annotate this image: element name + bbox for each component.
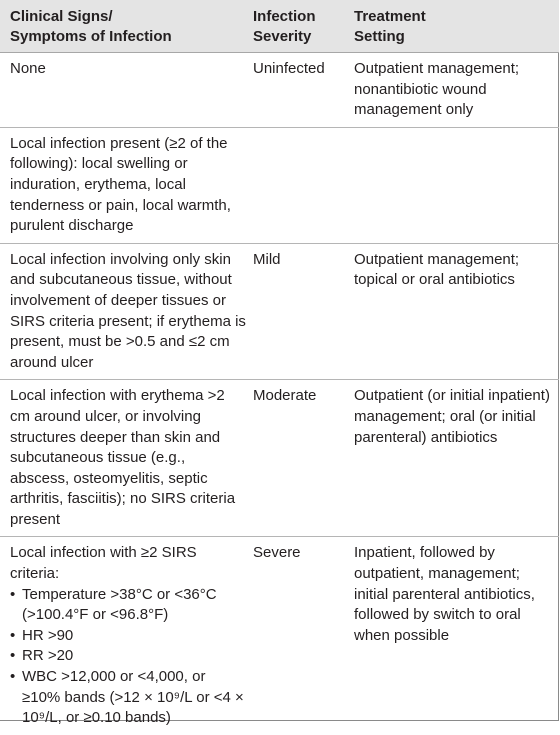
cell-signs: Local infection involving only skin and subcutaneous tissue, without involvement of deeper tissues or SIRS criteria present; if erythema is present, must be >0.5 and ≤2 cm around ulcer [0, 243, 251, 380]
table-row [0, 53, 559, 128]
table-row [0, 537, 559, 735]
cell-severity: Uninfected [251, 53, 352, 128]
table-row [0, 380, 559, 537]
cell-severity: Mild [251, 243, 352, 380]
header-row [0, 0, 559, 53]
cell-setting: Outpatient (or initial inpatient) management; oral (or initial parenteral) antibiotics [352, 380, 559, 537]
cell-setting [352, 127, 559, 243]
cell-severity: Moderate [251, 380, 352, 537]
cell-signs: Local infection with erythema >2 cm around ulcer, or involving structures deeper than skin and subcutaneous tissue (e.g., abscess, osteomyelitis, septic arthritis, fasciitis); no SIRS criteria present [0, 380, 251, 537]
sirs-intro: Local infection with ≥2 SIRS criteria: [10, 544, 197, 583]
list-item-text: Temperature >38°C or <36°C (>100.4°F or <96.8°F) [22, 585, 217, 624]
bullet-icon: • [10, 585, 16, 603]
list-item-text: RR >20 [22, 647, 74, 665]
cell-signs: Local infection present (≥2 of the following): local swelling or induration, erythema, local tenderness or pain, local warmth, purulent discharge [0, 127, 251, 243]
list-item [10, 667, 247, 729]
table-row [0, 243, 559, 380]
cell-setting: Outpatient management; nonantibiotic wound management only [352, 53, 559, 128]
cell-severity: Severe [253, 544, 301, 562]
header-severity: Infection Severity [251, 0, 352, 53]
bullet-icon: • [10, 668, 16, 686]
header-setting: Treatment Setting [352, 0, 559, 53]
bullet-icon: • [10, 647, 16, 665]
header-signs: Clinical Signs/ Symptoms of Infection [0, 0, 251, 53]
list-item [10, 646, 247, 667]
table-row [0, 127, 559, 243]
list-item [10, 626, 247, 647]
sirs-criteria-list [10, 585, 247, 729]
cell-signs: None [0, 53, 251, 128]
list-item-text: HR >90 [22, 626, 74, 644]
bullet-icon: • [10, 626, 16, 644]
cell-severity [251, 127, 352, 243]
cell-setting: Outpatient management; topical or oral antibiotics [352, 243, 559, 380]
list-item [10, 585, 247, 626]
cell-setting: Inpatient, followed by outpatient, management; initial parenteral antibiotics, followed by switch to oral when possible [354, 544, 535, 644]
list-item-text: WBC >12,000 or <4,000, or ≥10% bands (>12 × 10⁹/L or <4 × 10⁹/L, or ≥0.10 bands) [22, 668, 244, 727]
cell-signs [0, 537, 251, 735]
